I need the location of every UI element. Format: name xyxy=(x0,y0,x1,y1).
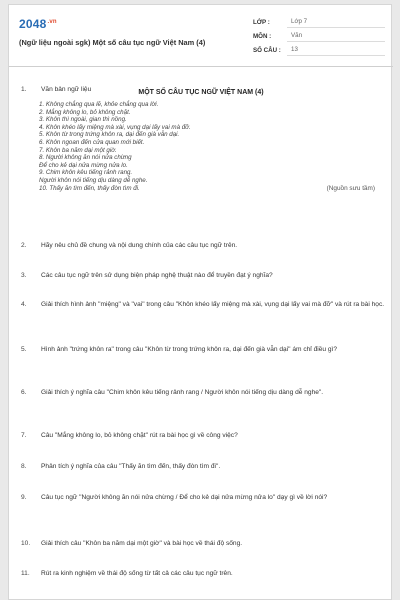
meta-key: MÔN : xyxy=(253,32,272,40)
meta-row-subject xyxy=(253,29,385,43)
question-4 xyxy=(21,300,385,310)
question-text: Câu "Mắng không lo, bỏ không chặt" rút ra bài học gì về công việc? xyxy=(41,432,238,439)
logo-text: 2048 xyxy=(19,17,47,31)
proverb-line: 3. Khôn thì ngoài, gian thì nồng. xyxy=(39,116,127,124)
question-text: Phân tích ý nghĩa của câu "Thấy ăn tìm đến, thấy đòn tìm đi". xyxy=(41,463,221,470)
question-number: 11. xyxy=(21,570,30,577)
meta-value: 13 xyxy=(287,44,385,56)
question-number: 8. xyxy=(21,463,27,470)
question-10 xyxy=(21,539,385,549)
logo-suffix: .vn xyxy=(47,19,57,25)
question-9 xyxy=(21,493,385,503)
proverb-line: 4. Khôn khéo lấy miệng mà xài, vụng dại lấy vai mà đỡ. xyxy=(39,123,191,131)
proverb-line: 6. Khôn ngoan đến cửa quan mới biết. xyxy=(39,138,145,146)
question-3 xyxy=(21,271,385,281)
question-number: 1. xyxy=(21,86,27,93)
question-text: Câu tục ngữ "Người không ăn nói nửa chừng / Để cho kẻ dại nửa mừng nửa lo" dạy gì về lời nói? xyxy=(41,494,328,501)
question-number: 3. xyxy=(21,272,27,279)
poem-title: MỘT SỐ CÂU TỤC NGỮ VIỆT NAM (4) xyxy=(138,89,264,96)
question-text: Giải thích ý nghĩa câu "Chim khôn kêu tiếng rảnh rang / Người khôn nói tiếng dịu dàng dễ nghe". xyxy=(41,389,324,396)
question-5 xyxy=(21,345,385,355)
question-text: Rút ra kinh nghiệm về thái độ sống từ tất cả các câu tục ngữ trên. xyxy=(41,570,233,577)
question-number: 9. xyxy=(21,494,27,501)
proverb-line: 9. Chim khôn kêu tiếng rảnh rang. xyxy=(39,169,133,177)
proverb-line: 8. Người không ăn nói nửa chừng xyxy=(39,154,132,162)
meta-row-class xyxy=(253,15,385,29)
question-7 xyxy=(21,431,385,441)
meta-value: Lớp 7 xyxy=(287,16,385,28)
site-logo[interactable] xyxy=(19,17,57,31)
proverb-line: Người khôn nói tiếng dịu dàng dễ nghe. xyxy=(39,176,148,184)
question-6 xyxy=(21,388,385,398)
question-number: 7. xyxy=(21,432,27,439)
proverb-line: 7. Khôn ba năm dại một giờ. xyxy=(39,146,117,154)
meta-key: LỚP : xyxy=(253,18,270,26)
worksheet-header xyxy=(9,5,393,67)
section-label: Văn bản ngữ liệu xyxy=(41,86,92,93)
question-11 xyxy=(21,569,385,579)
question-text: Các câu tục ngữ trên sử dụng biện pháp nghệ thuật nào để truyền đạt ý nghĩa? xyxy=(41,272,273,279)
proverb-line: 5. Khôn từ trong trứng khôn ra, dại đến già vẫn dại. xyxy=(39,131,180,139)
source-note: (Nguồn sưu tầm) xyxy=(326,185,375,192)
question-text: Giải thích hình ảnh "miệng" và "vai" trong câu "Khôn khéo lấy miệng mà xài, vụng dại lấy vai mà đỡ" và rút ra bài học. xyxy=(41,301,385,308)
question-number: 4. xyxy=(21,301,27,308)
proverb-list xyxy=(39,101,191,192)
question-2 xyxy=(21,241,385,251)
meta-row-count xyxy=(253,43,385,57)
question-number: 2. xyxy=(21,242,27,249)
worksheet-page xyxy=(8,4,392,600)
meta-info xyxy=(253,15,385,57)
meta-key: SỐ CÂU : xyxy=(253,46,281,54)
question-8 xyxy=(21,462,385,472)
proverb-line: 2. Mắng không lo, bỏ không chặt. xyxy=(39,108,131,116)
proverb-line: 1. Không chắng qua lẽ, khỏe chắng qua lời. xyxy=(39,101,159,108)
question-number: 10. xyxy=(21,540,31,547)
proverb-line: 10. Thấy ăn tìm đến, thấy đòn tìm đi. xyxy=(39,184,140,192)
question-number: 6. xyxy=(21,389,27,396)
question-number: 5. xyxy=(21,346,27,353)
proverb-line: Để cho kẻ dại nửa mừng nửa lo. xyxy=(39,161,128,169)
meta-value: Văn xyxy=(287,30,385,42)
question-text: Giải thích câu "Khôn ba năm dại một giờ" và bài học về thái độ sống. xyxy=(41,540,243,547)
question-text: Hãy nêu chủ đề chung và nội dung chính của các câu tục ngữ trên. xyxy=(41,242,238,249)
question-text: Hình ảnh "trứng khôn ra" trong câu "Khôn từ trong trứng khôn ra, dại đến già vẫn dại" ám chỉ điều gì? xyxy=(41,346,338,353)
document-title: (Ngữ liệu ngoài sgk) Một số câu tục ngữ Việt Nam (4) xyxy=(19,38,206,47)
